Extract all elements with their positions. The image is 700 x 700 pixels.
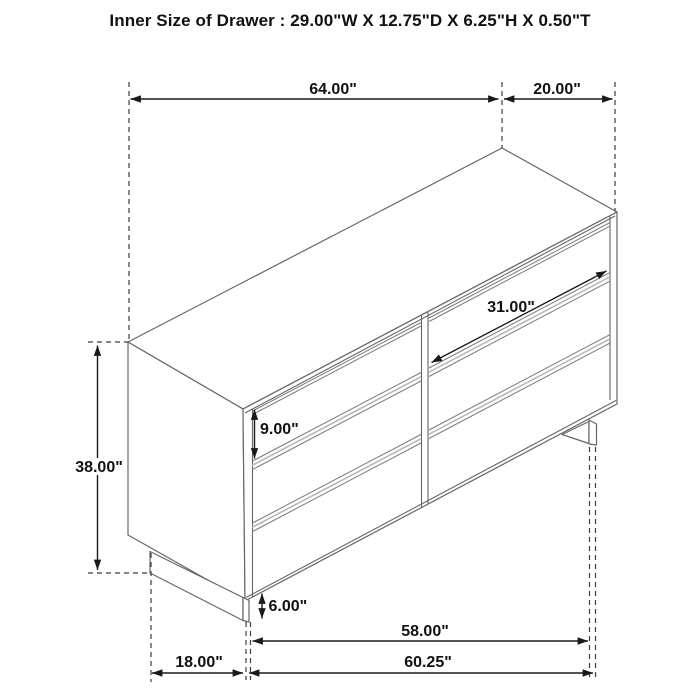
dresser-drawing: [128, 148, 617, 622]
dim-label-top-depth: 20.00": [533, 81, 581, 98]
dim-label-base-overall-width: 60.25": [404, 654, 452, 671]
dim-label-overall-height: 38.00": [75, 459, 123, 476]
page-title: Inner Size of Drawer : 29.00"W X 12.75"D X 6.25"H X 0.50"T: [109, 11, 591, 30]
dim-label-leg-height: 6.00": [268, 598, 308, 615]
dim-label-drawer-width: 31.00": [487, 299, 535, 316]
dim-label-side-depth: 18.00": [175, 654, 223, 671]
front-left-leg: [243, 598, 249, 623]
front-right-leg: [589, 420, 597, 445]
dim-label-front-leg-span: 58.00": [401, 623, 449, 640]
dim-label-top-width: 64.00": [309, 81, 357, 98]
dim-label-drawer-front-height: 9.00": [260, 421, 299, 438]
